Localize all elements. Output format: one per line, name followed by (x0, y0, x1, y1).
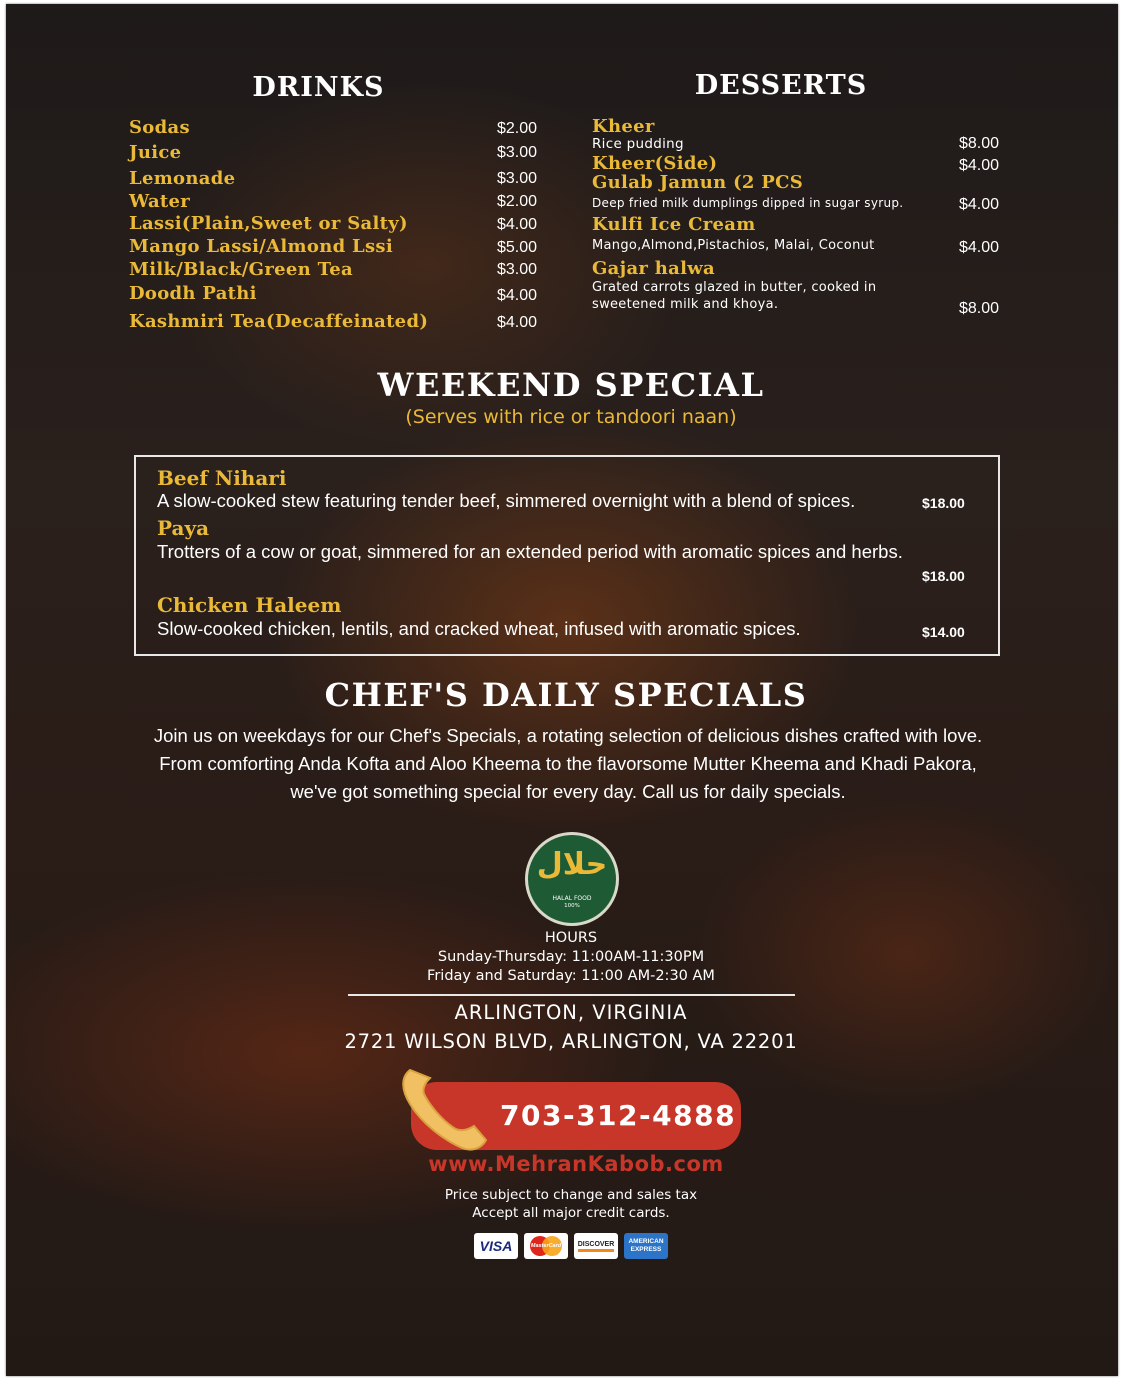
dessert-desc: Mango,Almond,Pistachios, Malai, Coconut (592, 238, 875, 253)
dessert-desc: sweetened milk and khoya. (592, 297, 779, 312)
special-desc: Trotters of a cow or goat, simmered for an extended period with aromatic spices and herbs. (157, 541, 903, 562)
chef-specials-heading: CHEF'S DAILY SPECIALS (324, 676, 808, 714)
special-name: Paya (157, 516, 210, 540)
drink-price: $5.00 (497, 239, 538, 256)
visa-card-icon (474, 1233, 518, 1259)
location-city: ARLINGTON, VIRGINIA (454, 1001, 688, 1024)
drink-name: Doodh Pathi (129, 283, 257, 304)
halal-arabic-text: حلال (536, 847, 608, 882)
special-desc: A slow-cooked stew featuring tender beef, simmered overnight with a blend of spices. (157, 490, 856, 511)
drink-price: $2.00 (497, 120, 538, 137)
drink-name: Mango Lassi/Almond Lssi (129, 236, 393, 257)
mastercard-icon (524, 1233, 568, 1259)
drink-name: Sodas (129, 117, 190, 138)
dessert-name: Kheer (592, 116, 655, 137)
amex-label-top: AMERICAN (628, 1238, 664, 1245)
halal-logo (525, 832, 619, 926)
special-price: $14.00 (922, 624, 965, 640)
drink-name: Lemonade (129, 168, 236, 189)
dessert-price: $8.00 (959, 300, 1000, 317)
drink-name: Juice (129, 142, 182, 163)
dessert-name: Kheer(Side) (592, 153, 718, 174)
dessert-desc: Deep fried milk dumplings dipped in sugar syrup. (592, 196, 904, 210)
hours-line: Friday and Saturday: 11:00 AM-2:30 AM (427, 968, 715, 984)
drink-price: $4.00 (497, 314, 538, 331)
dessert-name: Gajar halwa (592, 258, 716, 279)
drink-name: Water (129, 191, 191, 212)
dessert-name: Gulab Jamun (2 PCS (592, 172, 804, 193)
mastercard-label: MasterCard (530, 1243, 562, 1249)
drink-price: $3.00 (497, 170, 538, 187)
drink-name: Lassi(Plain,Sweet or Salty) (129, 213, 408, 234)
chef-specials-line: From comforting Anda Kofta and Aloo Kheema to the flavorsome Mutter Kheema and Khadi Pakora, (159, 753, 977, 774)
special-name: Beef Nihari (157, 466, 287, 490)
dessert-price: $4.00 (959, 157, 1000, 174)
amex-card-icon (624, 1233, 668, 1259)
visa-label: VISA (479, 1238, 513, 1254)
price-note: Price subject to change and sales tax (444, 1187, 698, 1203)
drink-name: Kashmiri Tea(Decaffeinated) (129, 311, 429, 332)
drink-name: Milk/Black/Green Tea (129, 259, 353, 280)
drink-price: $4.00 (497, 216, 538, 233)
divider (348, 994, 795, 996)
amex-label-bottom: EXPRESS (630, 1246, 662, 1253)
drink-price: $3.00 (497, 261, 538, 278)
discover-label: DISCOVER (578, 1241, 615, 1252)
halal-food-text: HALAL FOOD (552, 895, 592, 902)
hours-line: Sunday-Thursday: 11:00AM-11:30PM (437, 949, 705, 965)
cards-note: Accept all major credit cards. (472, 1205, 670, 1221)
menu-page (6, 4, 1118, 1376)
dessert-desc: Rice pudding (592, 136, 684, 152)
drink-price: $2.00 (497, 193, 538, 210)
discover-card-icon (574, 1233, 618, 1259)
dessert-price: $8.00 (959, 135, 1000, 152)
phone-number[interactable]: 703-312-4888 (500, 1099, 737, 1132)
dessert-name: Kulfi Ice Cream (592, 214, 756, 235)
weekend-heading: WEEKEND SPECIAL (377, 366, 765, 404)
dessert-price: $4.00 (959, 239, 1000, 256)
drink-price: $3.00 (497, 144, 538, 161)
website-link[interactable]: www.MehranKabob.com (428, 1152, 724, 1176)
dessert-price: $4.00 (959, 196, 1000, 213)
chef-specials-line: we've got something special for every day. Call us for daily specials. (290, 781, 846, 802)
weekend-subtitle: (Serves with rice or tandoori naan) (405, 406, 737, 428)
desserts-heading: DESSERTS (694, 70, 868, 101)
special-price: $18.00 (922, 495, 965, 511)
special-desc: Slow-cooked chicken, lentils, and cracked wheat, infused with aromatic spices. (157, 618, 801, 639)
special-price: $18.00 (922, 568, 965, 584)
location-address: 2721 WILSON BLVD, ARLINGTON, VA 22201 (344, 1030, 798, 1053)
drinks-heading: DRINKS (252, 72, 385, 103)
special-name: Chicken Haleem (157, 593, 342, 617)
weekend-special-box (134, 455, 1000, 656)
drink-price: $4.00 (497, 287, 538, 304)
dessert-desc: Grated carrots glazed in butter, cooked in (592, 280, 877, 295)
chef-specials-line: Join us on weekdays for our Chef's Specials, a rotating selection of delicious dishes crafted with love. (153, 725, 983, 746)
halal-percent-text: 100% (564, 903, 580, 909)
phone-icon (396, 1062, 496, 1154)
hours-title: HOURS (544, 930, 598, 946)
